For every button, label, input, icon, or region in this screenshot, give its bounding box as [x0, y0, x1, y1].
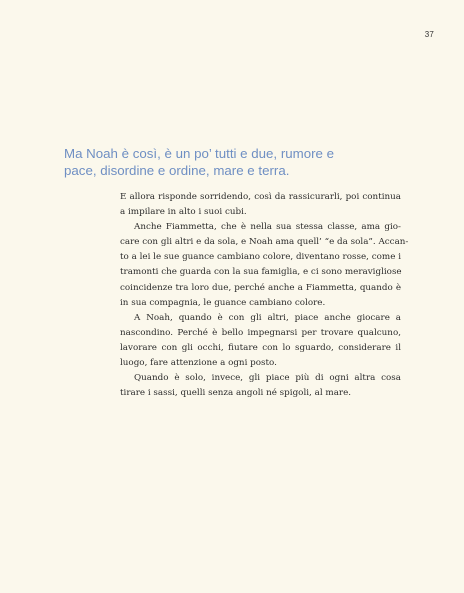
text-line: nascondino. Perché è bello impegnarsi per trovare qualcuno, — [120, 327, 401, 338]
text-line: Quando è solo, invece, gli piace più di ogni altra cosa — [134, 373, 401, 384]
text-line: luogo, fare attenzione a ogni posto. — [120, 358, 277, 369]
paragraph-3 — [120, 311, 401, 371]
text-line: to a lei le sue guance cambiano colore, diventano rosse, come i — [120, 252, 401, 263]
text-line: A Noah, quando è con gli altri, piace anche giocare a — [134, 312, 401, 323]
pull-quote-line: Ma Noah è così, è un po’ tutti e due, rumore e — [64, 146, 335, 161]
paragraph-4 — [120, 371, 401, 401]
text-line: tirare i sassi, quelli senza angoli né spigoli, al mare. — [120, 388, 352, 399]
pull-quote-line: pace, disordine e ordine, mare e terra. — [64, 163, 290, 178]
paragraph-2 — [120, 220, 409, 311]
body-text — [120, 190, 409, 401]
text-line: lavorare con gli occhi, fiutare con lo sguardo, considerare il — [120, 342, 401, 353]
text-line: in sua compagnia, le guance cambiano colore. — [120, 297, 326, 308]
text-line: E allora risponde sorridendo, così da rassicurarli, poi continua — [120, 192, 401, 202]
text-line: care con gli altri e da sola, e Noah ama quell’ “e da sola”. Accan- — [120, 237, 409, 248]
text-line: coincidenze tra loro due, perché anche a Fiammetta, quando è — [120, 282, 401, 293]
text-line: a impilare in alto i suoi cubi. — [120, 207, 247, 218]
paragraph-1 — [120, 190, 401, 220]
text-line: tramonti che guarda con la sua famiglia, e ci sono meravigliose — [120, 267, 402, 278]
pull-quote — [64, 145, 364, 179]
text-line: Anche Fiammetta, che è nella sua stessa classe, ama gio- — [134, 222, 401, 233]
page-number: 37 — [424, 30, 434, 39]
